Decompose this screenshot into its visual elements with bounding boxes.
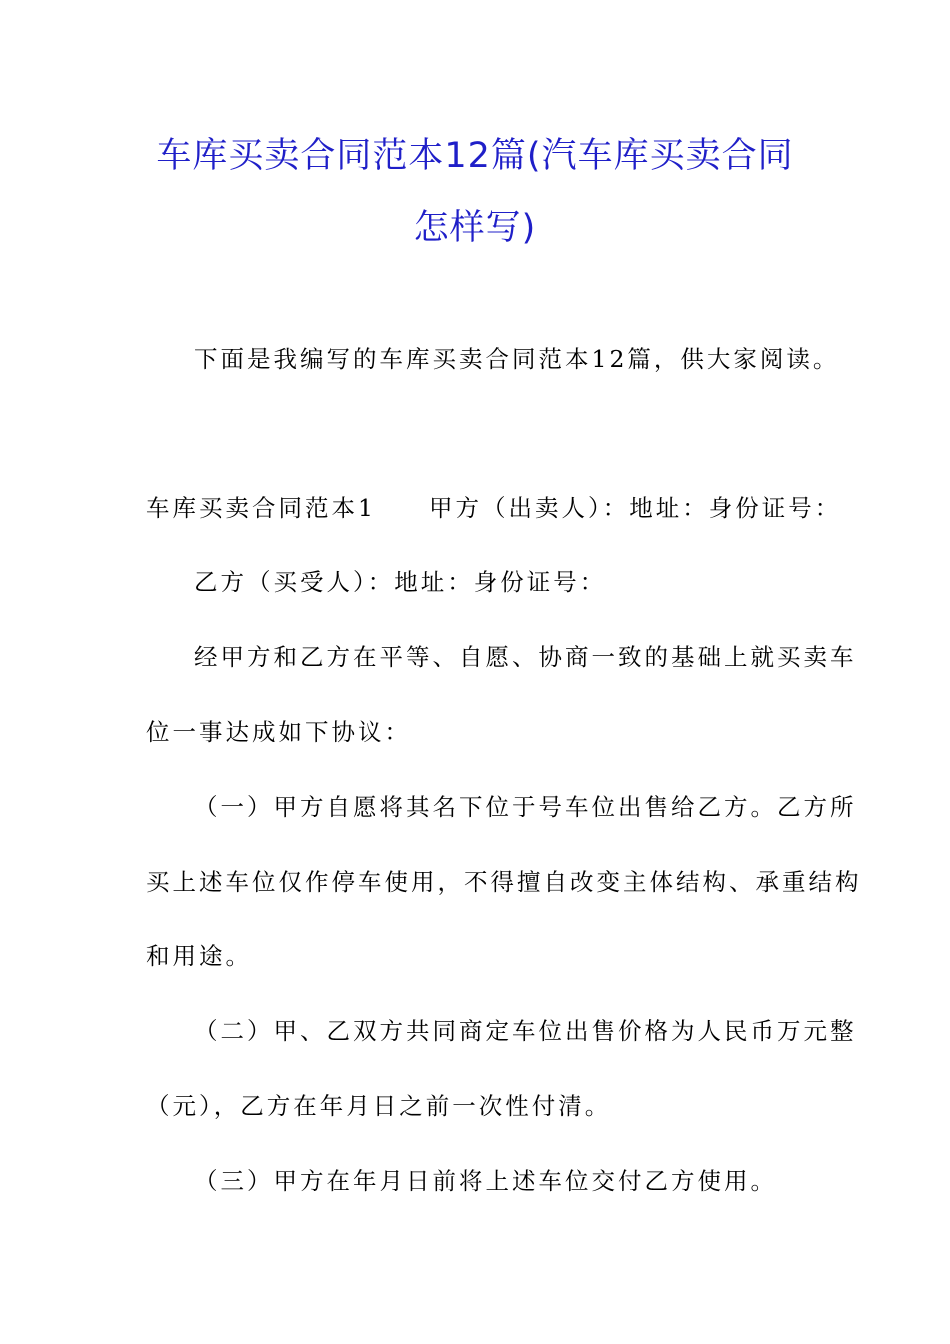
clause-1-line-1: （一）甲方自愿将其名下位于号车位出售给乙方。乙方所 [194,793,857,821]
clause-2-line-2: （元），乙方在年月日之前一次性付清。 [146,1092,612,1120]
clause-1-line-2: 买上述车位仅作停车使用，不得擅自改变主体结构、承重结构 [146,868,862,896]
intro-paragraph: 下面是我编写的车库买卖合同范本12篇，供大家阅读。 [194,345,840,373]
clause-3-line-1: （三）甲方在年月日前将上述车位交付乙方使用。 [194,1167,777,1195]
agreement-line-2: 位一事达成如下协议： [146,718,411,746]
document-title-line-1: 车库买卖合同范本12篇(汽车库买卖合同 [156,136,794,176]
clause-1-line-3: 和用途。 [146,942,252,970]
contract-heading-party-a: 车库买卖合同范本1 甲方（出卖人）：地址：身份证号： [146,494,842,522]
party-b-line: 乙方（买受人）：地址：身份证号： [194,568,607,596]
clause-2-line-1: （二）甲、乙双方共同商定车位出售价格为人民币万元整 [194,1017,857,1045]
agreement-line-1: 经甲方和乙方在平等、自愿、协商一致的基础上就买卖车 [194,643,857,671]
document-title-line-2: 怎样写) [413,208,537,248]
